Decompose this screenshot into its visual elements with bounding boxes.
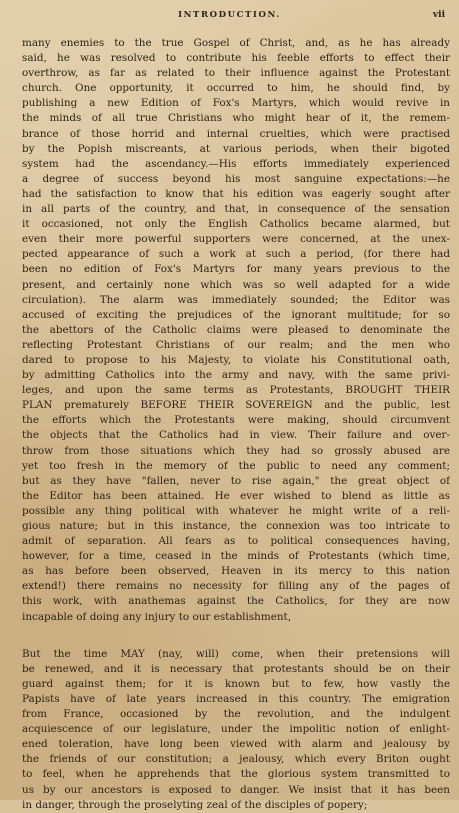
text-line: even their more powerful supporters were concerned, at the unex- — [22, 233, 450, 246]
paragraph — [22, 647, 450, 813]
text-line: by admitting Catholics into the army and navy, with the same privi- — [22, 369, 450, 382]
text-line: present, and certainly none which was so well adapted for a wide — [22, 278, 450, 291]
text-line: as has before been observed, Heaven in its mercy to this nation — [22, 565, 450, 578]
text-line: admit of separation. All fears as to political consequences having, — [22, 535, 450, 548]
text-line: us by our ancestors is exposed to danger. We insist that it has been — [22, 783, 450, 796]
text-line: the minds of all true Christians who might hear of it, the remem- — [22, 112, 450, 125]
text-line: Papists have of late years increased in this country. The emigration — [22, 692, 450, 705]
paragraph — [22, 36, 450, 625]
paragraph-gap — [22, 625, 450, 647]
text-line: church. One opportunity, it occurred to him, he should find, by — [22, 82, 450, 95]
text-line: from France, occasioned by the revolution, and the indulgent — [22, 708, 450, 721]
text-line: extend!) there remains no necessity for filling any of the pages of — [22, 580, 450, 593]
text-line: in danger, through the proselyting zeal of the disciples of popery; — [22, 798, 368, 811]
text-line: but as they have "fallen, never to rise again," the great object of — [22, 474, 450, 487]
text-line: PLAN prematurely BEFORE THEIR SOVEREIGN and the public, lest — [22, 399, 450, 412]
text-line: the objects that the Catholics had in view. Their failure and over- — [22, 429, 450, 442]
text-line: brance of those horrid and internal cruelties, which were practised — [22, 127, 450, 140]
text-line: reflecting Protestant Christians of our realm; and the men who — [22, 338, 450, 351]
text-line: publishing a new Edition of Fox's Martyrs, which would revive in — [22, 97, 450, 110]
text-line: the Editor has been attained. He ever wished to blend as little as — [22, 489, 450, 502]
text-line: But the time MAY (nay, will) come, when their pretensions will — [22, 647, 450, 660]
text-line: throw from those situations which they had so grossly abused are — [22, 444, 450, 457]
text-line: pected appearance of such a work at such a period, (for there had — [22, 248, 450, 261]
running-head: INTRODUCTION. — [178, 10, 281, 20]
page-body-text — [22, 36, 450, 813]
text-line: yet too fresh in the memory of the public to need any comment; — [22, 459, 450, 472]
text-line: by the Popish miscreants, at various periods, when their bigoted — [22, 142, 450, 155]
text-line: the abettors of the Catholic claims were pleased to denominate the — [22, 323, 450, 336]
text-line: gious nature; but in this instance, the connexion was too intricate to — [22, 520, 450, 532]
text-line: said, he was resolved to contribute his feeble efforts to effect their — [22, 52, 450, 65]
text-line: dared to propose to his Majesty, to violate his Constitutional oath, — [22, 353, 450, 366]
text-line: many enemies to the true Gospel of Christ, and, as he has already — [22, 37, 450, 49]
text-line: in all parts of the country, and that, in consequence of the sensation — [22, 203, 450, 216]
text-line: system had the ascendancy.—His efforts immediately experienced — [22, 157, 450, 170]
text-line: a degree of success beyond his most sanguine expectations:—he — [22, 172, 450, 185]
text-line: overthrow, as far as related to their influence against the Protestant — [22, 67, 450, 80]
text-line: leges, and upon the same terms as Protestants, BROUGHT THEIR — [22, 384, 450, 397]
text-line: the friends of our constitution; a jealousy, which every Briton ought — [22, 753, 450, 766]
page-header — [0, 10, 459, 24]
text-line: to feel, when he apprehends that the glorious system transmitted to — [22, 768, 450, 781]
text-line: this work, with anathemas against the Catholics, for they are now — [22, 595, 450, 608]
text-line: been no edition of Fox's Martyrs for many years previous to the — [22, 263, 450, 276]
text-line: the efforts which the Protestants were making, should circumvent — [22, 414, 450, 427]
text-line: incapable of doing any injury to our establishment, — [22, 610, 292, 623]
text-line: guard against them; for it is known but to few, how vastly the — [22, 677, 450, 690]
text-line: circulation). The alarm was immediately sounded; the Editor was — [22, 293, 450, 306]
text-line: acquiescence of our legislature, under the impolitic notion of enlight- — [22, 723, 450, 736]
text-line: however, for a time, ceased in the minds of Protestants (which time, — [22, 550, 450, 563]
text-line: possible any thing political with whatever he might write of a reli- — [22, 504, 450, 517]
text-line: ened toleration, have long been viewed with alarm and jealousy by — [22, 738, 450, 751]
text-line: had the satisfaction to know that his edition was eagerly sought after — [22, 187, 450, 200]
text-line: it occasioned, not only the English Catholics became alarmed, but — [22, 218, 450, 231]
page-number: vii — [432, 10, 445, 20]
text-line: accused of exciting the prejudices of the ignorant multitude; for so — [22, 308, 450, 321]
text-line: be renewed, and it is necessary that protestants should be on their — [22, 662, 450, 675]
